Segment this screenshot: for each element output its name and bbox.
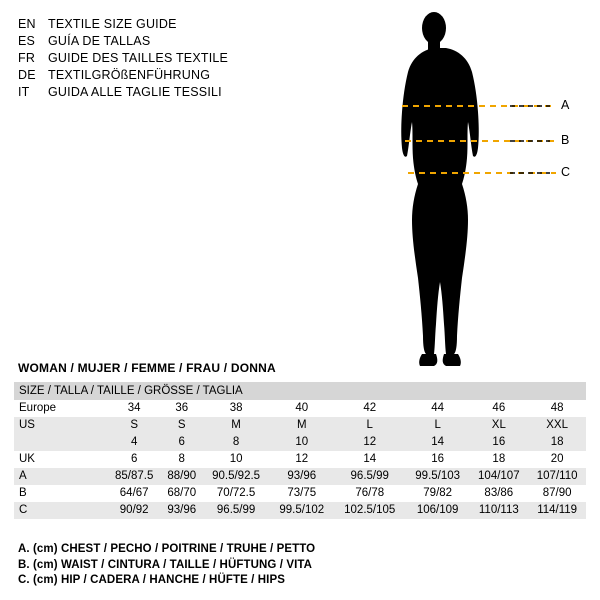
row-label: B: [14, 485, 107, 502]
measure-label-b: B: [561, 133, 570, 147]
cell: 40: [270, 400, 333, 417]
cell: 16: [469, 434, 528, 451]
cell: 93/96: [270, 468, 333, 485]
footnote-a: A. (cm) CHEST / PECHO / POITRINE / TRUHE / PETTO: [18, 543, 316, 555]
footnote-b: B. (cm) WAIST / CINTURA / TAILLE / HÜFTUNG / VITA: [18, 558, 313, 571]
female-silhouette-figure: [360, 6, 590, 376]
table-row: [14, 468, 586, 485]
cell: 64/67: [107, 485, 161, 502]
language-row: [18, 67, 348, 83]
cell: M: [202, 417, 270, 434]
cell: 34: [107, 400, 161, 417]
table-header-row: [14, 382, 586, 400]
language-list: [18, 16, 348, 101]
cell: 46: [469, 400, 528, 417]
silhouette-body: [401, 12, 479, 366]
measure-label-c: C: [561, 165, 571, 179]
cell: L: [333, 417, 405, 434]
cell: 85/87.5: [107, 468, 161, 485]
language-text: GUIDA ALLE TAGLIE TESSILI: [48, 85, 222, 99]
cell: 70/72.5: [202, 485, 270, 502]
cell: 8: [161, 451, 202, 468]
table-row: [14, 485, 586, 502]
cell: 42: [333, 400, 405, 417]
row-label: C: [14, 502, 107, 519]
cell: 107/110: [528, 468, 586, 485]
cell: 110/113: [469, 502, 528, 519]
language-code: EN: [18, 17, 36, 31]
section-title: WOMAN / MUJER / FEMME / FRAU / DONNA: [18, 361, 276, 375]
cell: 6: [161, 434, 202, 451]
cell: XXL: [528, 417, 586, 434]
cell: 90.5/92.5: [202, 468, 270, 485]
cell: S: [107, 417, 161, 434]
cell: 38: [202, 400, 270, 417]
language-row: [18, 84, 348, 100]
cell: 76/78: [333, 485, 405, 502]
footnote-list: [18, 542, 315, 589]
cell: 18: [469, 451, 528, 468]
cell: 10: [270, 434, 333, 451]
cell: 87/90: [528, 485, 586, 502]
cell: 48: [528, 400, 586, 417]
cell: 20: [528, 451, 586, 468]
cell: 90/92: [107, 502, 161, 519]
cell: S: [161, 417, 202, 434]
cell: 12: [333, 434, 405, 451]
cell: 18: [528, 434, 586, 451]
cell: 14: [333, 451, 405, 468]
row-label: Europe: [14, 400, 107, 417]
row-label: A: [14, 468, 107, 485]
language-row: [18, 16, 348, 32]
cell: 14: [406, 434, 469, 451]
cell: 8: [202, 434, 270, 451]
cell: 12: [270, 451, 333, 468]
cell: M: [270, 417, 333, 434]
cell: 93/96: [161, 502, 202, 519]
language-text: TEXTILE SIZE GUIDE: [48, 17, 177, 31]
cell: 88/90: [161, 468, 202, 485]
cell: 99.5/103: [406, 468, 469, 485]
cell: 96.5/99: [333, 468, 405, 485]
cell: 102.5/105: [333, 502, 405, 519]
cell: 16: [406, 451, 469, 468]
row-label: US: [14, 417, 107, 434]
language-code: ES: [18, 34, 36, 48]
table-row: [14, 417, 586, 434]
cell: L: [406, 417, 469, 434]
cell: XL: [469, 417, 528, 434]
measure-label-a: A: [561, 98, 570, 112]
cell: 79/82: [406, 485, 469, 502]
size-table: [14, 382, 586, 519]
cell: 44: [406, 400, 469, 417]
cell: 6: [107, 451, 161, 468]
footnote-c: C. (cm) HIP / CADERA / HANCHE / HÜFTE / HIPS: [18, 574, 286, 586]
language-code: FR: [18, 51, 36, 65]
cell: 10: [202, 451, 270, 468]
language-text: GUÍA DE TALLAS: [48, 34, 151, 48]
cell: 104/107: [469, 468, 528, 485]
language-row: [18, 50, 348, 66]
cell: 99.5/102: [270, 502, 333, 519]
silhouette-svg: [360, 6, 590, 376]
table-row: [14, 502, 586, 519]
table-row: [14, 434, 586, 451]
cell: 68/70: [161, 485, 202, 502]
table-row: [14, 451, 586, 468]
table-header-label: SIZE / TALLA / TAILLE / GRÖSSE / TAGLIA: [14, 382, 586, 400]
cell: 73/75: [270, 485, 333, 502]
cell: 96.5/99: [202, 502, 270, 519]
language-row: [18, 33, 348, 49]
language-code: DE: [18, 68, 36, 82]
language-code: IT: [18, 85, 30, 99]
cell: 83/86: [469, 485, 528, 502]
language-text: TEXTILGRÖßENFÜHRUNG: [48, 68, 211, 82]
cell: 36: [161, 400, 202, 417]
row-label: [14, 434, 107, 451]
table-row: [14, 400, 586, 417]
cell: 114/119: [528, 502, 586, 519]
cell: 4: [107, 434, 161, 451]
row-label: UK: [14, 451, 107, 468]
cell: 106/109: [406, 502, 469, 519]
language-text: GUIDE DES TAILLES TEXTILE: [48, 51, 229, 65]
